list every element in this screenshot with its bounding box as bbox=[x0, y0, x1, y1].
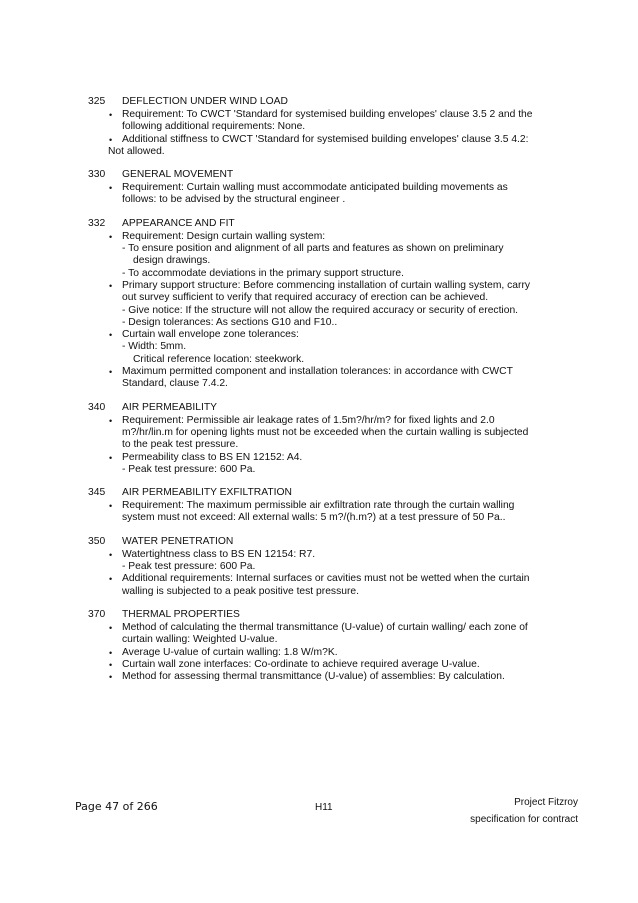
line-text: Watertightness class to BS EN 12154: R7. bbox=[122, 548, 316, 560]
continuation-line bbox=[88, 378, 568, 390]
clause-title: AIR PERMEABILITY EXFILTRATION bbox=[122, 487, 292, 499]
bullet-icon: • bbox=[109, 647, 113, 658]
bullet-item bbox=[88, 134, 568, 146]
clause-heading bbox=[88, 169, 568, 182]
clause-heading bbox=[88, 218, 568, 231]
line-text: following additional requirements: None. bbox=[122, 121, 306, 133]
section-code: H11 bbox=[315, 802, 333, 813]
continuation-line bbox=[88, 255, 568, 267]
bullet-item bbox=[88, 671, 568, 683]
line-text: Requirement: Curtain walling must accommodate anticipated building movements as bbox=[122, 182, 508, 194]
bullet-icon: • bbox=[109, 330, 113, 341]
continuation-line bbox=[88, 427, 568, 439]
continuation-line bbox=[88, 121, 568, 133]
dash-item bbox=[88, 561, 568, 573]
continuation-line bbox=[88, 194, 568, 206]
continuation-line bbox=[88, 512, 568, 524]
page-number: Page 47 of 266 bbox=[75, 800, 158, 813]
spec-clause bbox=[88, 169, 568, 207]
line-text: Not allowed. bbox=[108, 145, 165, 157]
bullet-item bbox=[88, 182, 568, 194]
line-text: Method for assessing thermal transmittance (U-value) of assemblies: By calculation. bbox=[122, 671, 505, 683]
dash-item bbox=[88, 243, 568, 255]
clause-heading bbox=[88, 96, 568, 109]
line-text: Average U-value of curtain walling: 1.8 W/m?K. bbox=[122, 646, 338, 658]
line-text: Requirement: Design curtain walling system: bbox=[122, 230, 326, 242]
document-body bbox=[88, 96, 568, 694]
bullet-icon: • bbox=[109, 110, 113, 120]
bullet-icon: • bbox=[109, 622, 113, 633]
document-type: specification for contract bbox=[470, 814, 578, 825]
spec-clause bbox=[88, 402, 568, 476]
bullet-item bbox=[88, 659, 568, 671]
bullet-icon: • bbox=[109, 183, 113, 194]
line-text: Curtain wall zone interfaces: Co-ordinate to achieve required average U-value. bbox=[122, 658, 480, 670]
clause-number: 332 bbox=[88, 217, 106, 229]
page-footer bbox=[0, 797, 638, 837]
line-text: - Peak test pressure: 600 Pa. bbox=[122, 561, 256, 573]
line-text: Maximum permitted component and installation tolerances: in accordance with CWCT bbox=[122, 366, 513, 378]
continuation-line bbox=[88, 634, 568, 646]
clause-title: APPEARANCE AND FIT bbox=[122, 217, 235, 229]
clause-title: AIR PERMEABILITY bbox=[122, 401, 217, 413]
continuation-line bbox=[88, 439, 568, 451]
bullet-item bbox=[88, 366, 568, 378]
bullet-icon: • bbox=[109, 231, 113, 242]
line-text: - To ensure position and alignment of all parts and features as shown on preliminary bbox=[122, 243, 504, 255]
line-text: walling is subjected to a peak positive test pressure. bbox=[122, 585, 359, 597]
spec-clause bbox=[88, 96, 568, 158]
bullet-icon: • bbox=[109, 574, 113, 585]
bullet-item bbox=[88, 500, 568, 512]
line-text: design drawings. bbox=[133, 255, 211, 267]
clause-number: 340 bbox=[88, 401, 106, 413]
clause-heading bbox=[88, 536, 568, 549]
line-text: - Give notice: If the structure will not allow the required accuracy or security of erection. bbox=[122, 304, 519, 316]
continuation-line bbox=[88, 354, 568, 366]
clause-number: 345 bbox=[88, 487, 106, 499]
bullet-icon: • bbox=[109, 452, 113, 463]
line-text: Standard, clause 7.4.2. bbox=[122, 378, 228, 390]
line-text: Requirement: The maximum permissible air exfiltration rate through the curtain walling bbox=[122, 500, 515, 512]
line-text: to the peak test pressure. bbox=[122, 439, 239, 451]
bullet-item bbox=[88, 231, 568, 243]
line-text: Additional stiffness to CWCT 'Standard for systemised building envelopes' clause 3.5 4.2: bbox=[122, 133, 529, 145]
bullet-icon: • bbox=[109, 280, 113, 291]
clause-heading bbox=[88, 609, 568, 622]
line-text: m?/hr/lin.m for opening lights must not be exceeded when the curtain walling is subjected bbox=[122, 426, 529, 438]
dash-item bbox=[88, 317, 568, 329]
clause-title: GENERAL MOVEMENT bbox=[122, 169, 234, 181]
bullet-item bbox=[88, 549, 568, 561]
dash-item bbox=[88, 268, 568, 280]
line-text: - Peak test pressure: 600 Pa. bbox=[122, 463, 256, 475]
bullet-item bbox=[88, 622, 568, 634]
line-text: curtain walling: Weighted U-value. bbox=[122, 634, 278, 646]
line-text: - Design tolerances: As sections G10 and F10.. bbox=[122, 316, 338, 328]
line-text: Critical reference location: steekwork. bbox=[133, 353, 305, 365]
bullet-item bbox=[88, 280, 568, 292]
continuation-line bbox=[88, 586, 568, 598]
clause-number: 350 bbox=[88, 535, 106, 547]
continuation-line bbox=[88, 292, 568, 304]
spec-clause bbox=[88, 609, 568, 683]
line-text: Primary support structure: Before commencing installation of curtain walling system, carry bbox=[122, 279, 531, 291]
clause-number: 370 bbox=[88, 608, 106, 620]
bullet-item bbox=[88, 329, 568, 341]
bullet-icon: • bbox=[109, 549, 113, 560]
clause-heading bbox=[88, 402, 568, 415]
line-text: out survey sufficient to verify that required accuracy of erection can be achieved. bbox=[122, 292, 489, 304]
spec-clause bbox=[88, 487, 568, 525]
clause-title: WATER PENETRATION bbox=[122, 535, 234, 547]
clause-title: DEFLECTION UNDER WIND LOAD bbox=[122, 96, 288, 107]
line-text: - To accommodate deviations in the primary support structure. bbox=[122, 267, 404, 279]
clause-number: 330 bbox=[88, 169, 106, 181]
bullet-icon: • bbox=[109, 134, 113, 145]
line-text: - Width: 5mm. bbox=[122, 341, 187, 353]
bullet-icon: • bbox=[109, 415, 113, 426]
bullet-icon: • bbox=[109, 501, 113, 512]
line-text: follows: to be advised by the structural engineer . bbox=[122, 194, 346, 206]
clause-title: THERMAL PROPERTIES bbox=[122, 608, 240, 620]
dash-item bbox=[88, 464, 568, 476]
line-text: system must not exceed: All external walls: 5 m?/(h.m?) at a test pressure of 50 Pa.. bbox=[122, 512, 506, 524]
clause-heading bbox=[88, 487, 568, 500]
bullet-item bbox=[88, 452, 568, 464]
line-text: Method of calculating the thermal transmittance (U-value) of curtain walling/ each zone of bbox=[122, 621, 528, 633]
bullet-item bbox=[88, 415, 568, 427]
project-name: Project Fitzroy bbox=[514, 797, 578, 808]
bullet-item bbox=[88, 573, 568, 585]
bullet-icon: • bbox=[109, 672, 113, 683]
line-text: Requirement: To CWCT 'Standard for systemised building envelopes' clause 3.5 2 and the bbox=[122, 109, 533, 120]
bullet-item bbox=[88, 109, 568, 121]
spec-clause bbox=[88, 218, 568, 391]
spec-clause bbox=[88, 536, 568, 598]
line-text: Curtain wall envelope zone tolerances: bbox=[122, 329, 299, 341]
clause-number: 325 bbox=[88, 96, 106, 107]
bullet-icon: • bbox=[109, 367, 113, 378]
bullet-icon: • bbox=[109, 659, 113, 670]
dash-item bbox=[88, 341, 568, 353]
line-text: Additional requirements: Internal surfaces or cavities must not be wetted when the curtain bbox=[122, 573, 530, 585]
continuation-line bbox=[88, 146, 568, 158]
line-text: Requirement: Permissible air leakage rates of 1.5m?/hr/m? for fixed lights and 2.0 bbox=[122, 414, 495, 426]
line-text: Permeability class to BS EN 12152: A4. bbox=[122, 451, 303, 463]
dash-item bbox=[88, 305, 568, 317]
bullet-item bbox=[88, 647, 568, 659]
